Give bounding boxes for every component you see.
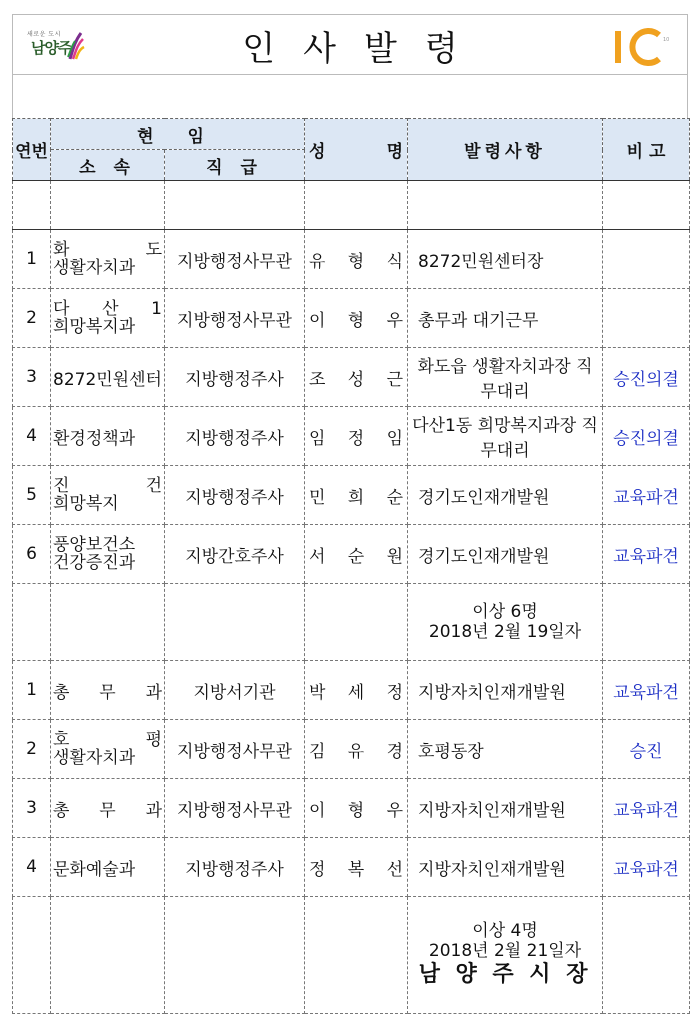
row-name: 조 성 근 — [305, 348, 408, 407]
row-affiliation-line2: 건강증진과 — [53, 553, 136, 573]
row-name: 유 형 식 — [305, 230, 408, 289]
row-affiliation — [51, 525, 165, 584]
table-row — [13, 525, 690, 584]
row-seq: 3 — [13, 348, 51, 407]
anniversary-logo-icon — [611, 27, 675, 67]
header-order: 발령사항 — [408, 119, 603, 181]
signer-title: 남 양 주 시 장 — [418, 962, 592, 987]
row-seq: 4 — [13, 838, 51, 897]
page-title: 인사발령 — [242, 29, 486, 69]
table-row — [13, 289, 690, 348]
header-current: 현 임 — [51, 119, 305, 150]
row-note: 승진의결 — [603, 407, 690, 466]
row-note: 승진의결 — [603, 348, 690, 407]
table-header-row — [13, 119, 690, 150]
row-affiliation — [51, 289, 165, 348]
row-note: 승진 — [603, 720, 690, 779]
header-spacer — [12, 74, 688, 118]
row-seq: 3 — [13, 779, 51, 838]
row-order: 화도읍 생활자치과장 직무대리 — [408, 348, 603, 407]
row-order: 다산1동 희망복지과장 직무대리 — [408, 407, 603, 466]
row-affiliation — [51, 466, 165, 525]
row-order: 지방자치인재개발원 — [408, 779, 603, 838]
header-name: 성 명 — [305, 119, 408, 181]
row-affiliation — [51, 720, 165, 779]
row-affiliation-line1: 화 도 — [53, 240, 162, 260]
row-name: 정 복 선 — [305, 838, 408, 897]
row-affiliation: 8272민원센터 — [51, 348, 165, 407]
row-note: 교육파견 — [603, 779, 690, 838]
row-order: 총무과 대기근무 — [408, 289, 603, 348]
table-row — [13, 779, 690, 838]
row-name: 박 세 정 — [305, 661, 408, 720]
row-rank: 지방행정주사 — [165, 466, 305, 525]
logo-city-name: 남양주 — [31, 39, 72, 57]
logo-slogan: 새로운 도시 — [27, 31, 61, 38]
row-order: 호평동장 — [408, 720, 603, 779]
table-row — [13, 661, 690, 720]
summary-count: 이상 6명 — [472, 602, 538, 622]
row-order: 지방자치인재개발원 — [408, 661, 603, 720]
row-note: 교육파견 — [603, 466, 690, 525]
row-rank: 지방행정주사 — [165, 348, 305, 407]
row-note — [603, 230, 690, 289]
row-affiliation-line1: 호 평 — [53, 730, 162, 750]
row-affiliation: 총 무 과 — [51, 661, 165, 720]
row-affiliation: 문화예술과 — [51, 838, 165, 897]
row-seq: 5 — [13, 466, 51, 525]
row-order: 경기도인재개발원 — [408, 466, 603, 525]
summary-count: 이상 4명 — [472, 921, 538, 941]
row-affiliation-line2: 희망복지 — [53, 494, 119, 514]
row-affiliation-line2: 희망복지과 — [53, 317, 136, 337]
summary-row — [13, 584, 690, 661]
row-order: 경기도인재개발원 — [408, 525, 603, 584]
summary-text — [408, 897, 603, 1014]
table-row — [13, 466, 690, 525]
row-name: 임 정 임 — [305, 407, 408, 466]
header-seq: 연번 — [13, 119, 51, 181]
row-note: 교육파견 — [603, 525, 690, 584]
row-affiliation-line1: 진 건 — [53, 476, 162, 496]
row-affiliation: 총 무 과 — [51, 779, 165, 838]
row-affiliation-line1: 풍양보건소 — [53, 535, 136, 555]
row-name: 서 순 원 — [305, 525, 408, 584]
row-seq: 1 — [13, 661, 51, 720]
summary-row — [13, 897, 690, 1014]
document-header — [12, 14, 688, 74]
row-order: 지방자치인재개발원 — [408, 838, 603, 897]
row-note — [603, 289, 690, 348]
row-name: 이 형 우 — [305, 779, 408, 838]
row-affiliation-line2: 생활자치과 — [53, 748, 136, 768]
header-note: 비 고 — [603, 119, 690, 181]
row-seq: 2 — [13, 289, 51, 348]
row-rank: 지방행정사무관 — [165, 230, 305, 289]
row-name: 민 희 순 — [305, 466, 408, 525]
summary-date: 2018년 2월 19일자 — [428, 622, 582, 642]
row-rank: 지방행정주사 — [165, 407, 305, 466]
row-note: 교육파견 — [603, 838, 690, 897]
row-affiliation — [51, 230, 165, 289]
row-rank: 지방행정사무관 — [165, 289, 305, 348]
row-affiliation-line1: 다 산 1 — [53, 299, 162, 319]
row-seq: 4 — [13, 407, 51, 466]
personnel-order-table — [12, 118, 690, 1014]
header-affiliation: 소 속 — [51, 150, 165, 181]
row-name: 이 형 우 — [305, 289, 408, 348]
table-row — [13, 407, 690, 466]
row-order: 8272민원센터장 — [408, 230, 603, 289]
row-seq: 6 — [13, 525, 51, 584]
summary-date: 2018년 2월 21일자 — [428, 941, 582, 961]
row-affiliation-line2: 생활자치과 — [53, 258, 136, 278]
table-row — [13, 838, 690, 897]
row-seq: 1 — [13, 230, 51, 289]
table-row — [13, 720, 690, 779]
header-rank: 직 급 — [165, 150, 305, 181]
row-rank: 지방행정사무관 — [165, 779, 305, 838]
row-rank: 지방행정주사 — [165, 838, 305, 897]
row-rank: 지방행정사무관 — [165, 720, 305, 779]
separator-row — [13, 181, 690, 230]
summary-text — [408, 584, 603, 661]
row-rank: 지방서기관 — [165, 661, 305, 720]
row-affiliation: 환경정책과 — [51, 407, 165, 466]
table-row — [13, 230, 690, 289]
table-row — [13, 348, 690, 407]
row-rank: 지방간호주사 — [165, 525, 305, 584]
anniversary-logo-text: 10 — [663, 37, 670, 43]
row-note: 교육파견 — [603, 661, 690, 720]
row-name: 김 유 경 — [305, 720, 408, 779]
row-seq: 2 — [13, 720, 51, 779]
